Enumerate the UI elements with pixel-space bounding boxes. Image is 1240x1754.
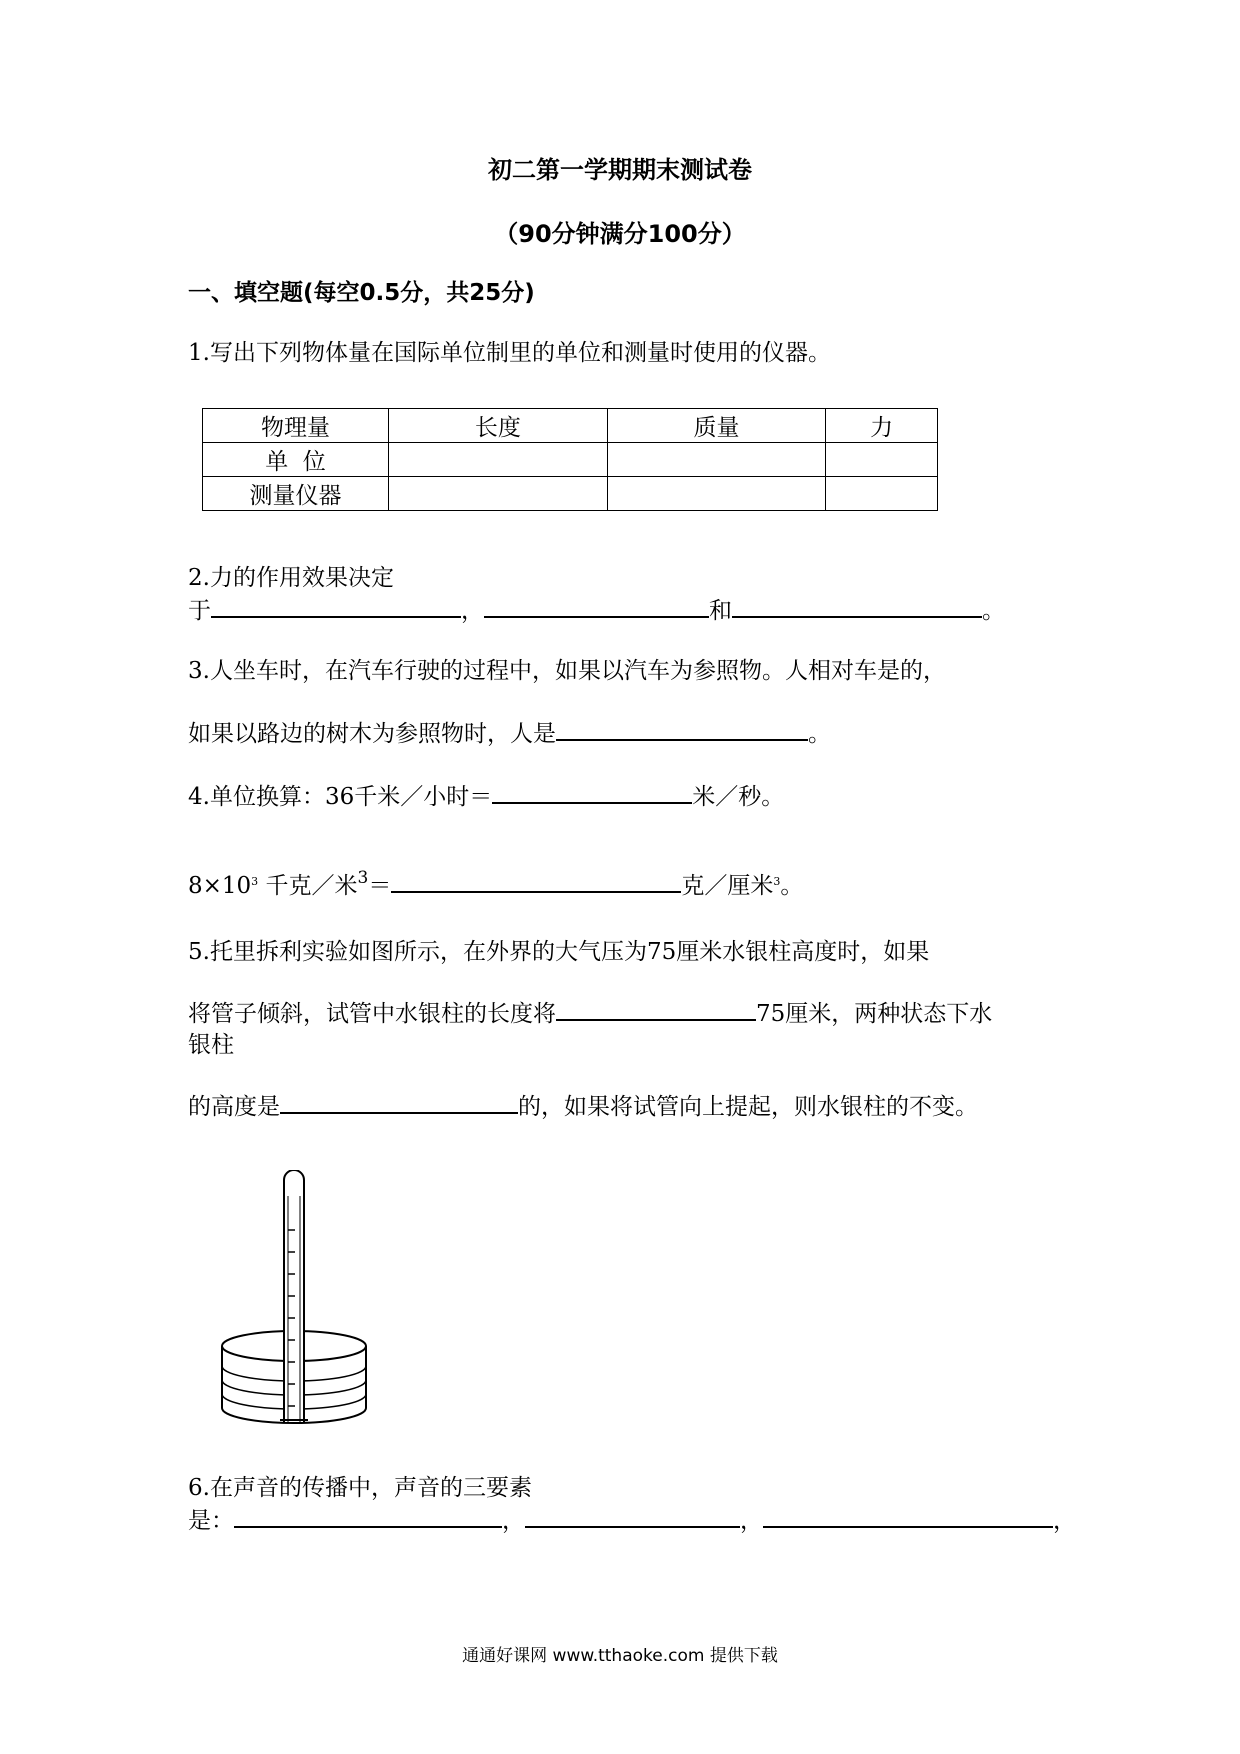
question-2-blanks — [188, 594, 1005, 628]
q4-unit-g: 克／厘米 — [681, 873, 774, 899]
q4-text: 4.单位换算：36千米／小时＝ — [188, 784, 493, 810]
q4-end: 。 — [780, 873, 804, 899]
q5-text: 将管子倾斜，试管中水银柱的长度将 — [188, 1001, 556, 1027]
units-table — [202, 408, 938, 511]
table-header-cell: 物理量 — [203, 409, 389, 443]
q4-unit: 米／秒。 — [692, 784, 785, 810]
question-5: 5.托里拆利实验如图所示，在外界的大气压为75厘米水银柱高度时，如果 — [188, 939, 930, 965]
answer-blank[interactable] — [763, 1504, 1053, 1528]
table-header-cell: 质量 — [607, 409, 826, 443]
answer-blank[interactable] — [556, 717, 808, 741]
q4-eq: ＝ — [368, 873, 392, 899]
question-1: 1.写出下列物体量在国际单位制里的单位和测量时使用的仪器。 — [188, 340, 831, 366]
answer-blank[interactable] — [280, 1090, 518, 1114]
page-title: 初二第一学期期末测试卷 — [488, 156, 752, 184]
answer-blank[interactable] — [234, 1504, 502, 1528]
answer-blank[interactable] — [732, 594, 982, 618]
answer-blank[interactable] — [391, 869, 681, 893]
answer-cell[interactable] — [826, 443, 938, 477]
q4-exp: 3 — [773, 875, 781, 888]
answer-cell[interactable] — [607, 443, 826, 477]
footer-credit: 通通好课网 www.tthaoke.com 提供下载 — [462, 1646, 778, 1666]
q5-text: 75厘米，两种状态下水 — [756, 1001, 993, 1027]
question-6-blanks — [188, 1504, 1076, 1538]
question-5-wrap: 银柱 — [188, 1032, 234, 1058]
answer-blank[interactable] — [556, 997, 756, 1021]
answer-cell[interactable] — [607, 477, 826, 511]
question-6: 6.在声音的传播中，声音的三要素 — [188, 1475, 532, 1501]
answer-blank[interactable] — [211, 594, 461, 618]
page-subtitle: （90分钟满分100分） — [494, 220, 746, 248]
q6-sep: ， — [502, 1508, 525, 1534]
question-5-line3 — [188, 1090, 978, 1124]
q5-text: 的高度是 — [188, 1094, 280, 1120]
question-3-line2 — [188, 717, 831, 751]
answer-blank[interactable] — [525, 1504, 740, 1528]
q2-end: 。 — [982, 598, 1005, 624]
answer-cell[interactable] — [389, 443, 608, 477]
question-5-line2 — [188, 997, 992, 1031]
answer-cell[interactable] — [826, 477, 938, 511]
q4-exp: 3 — [251, 875, 259, 888]
table-row-label: 单 位 — [203, 443, 389, 477]
q4-base: 8×10 — [188, 873, 252, 899]
q4-exp: 3 — [357, 868, 369, 888]
answer-blank[interactable] — [484, 594, 709, 618]
table-row-label: 测量仪器 — [203, 477, 389, 511]
table-row — [203, 443, 938, 477]
q2-prefix: 于 — [188, 598, 211, 624]
question-2: 2.力的作用效果决定 — [188, 565, 394, 591]
q6-end: ， — [1053, 1508, 1076, 1534]
question-4 — [188, 780, 784, 814]
answer-cell[interactable] — [389, 477, 608, 511]
q3-text: 如果以路边的树木为参照物时，人是 — [188, 721, 556, 747]
torricelli-apparatus-figure — [220, 1170, 380, 1430]
table-header-cell: 力 — [826, 409, 938, 443]
q2-sep: 和 — [709, 598, 732, 624]
q6-sep: ， — [740, 1508, 763, 1534]
q5-text: 的，如果将试管向上提起，则水银柱的不变。 — [518, 1094, 978, 1120]
question-3: 3.人坐车时，在汽车行驶的过程中，如果以汽车为参照物。人相对车是的， — [188, 658, 946, 684]
q3-end: 。 — [808, 721, 831, 747]
question-4-line2 — [188, 861, 803, 903]
answer-blank[interactable] — [492, 780, 692, 804]
table-row — [203, 477, 938, 511]
section-title: 一、填空题(每空0.5分，共25分) — [188, 280, 535, 306]
table-header-row — [203, 409, 938, 443]
table-header-cell: 长度 — [389, 409, 608, 443]
q4-unit-kg: 千克／米 — [265, 873, 358, 899]
q2-sep: ， — [461, 598, 484, 624]
q6-prefix: 是： — [188, 1508, 234, 1534]
